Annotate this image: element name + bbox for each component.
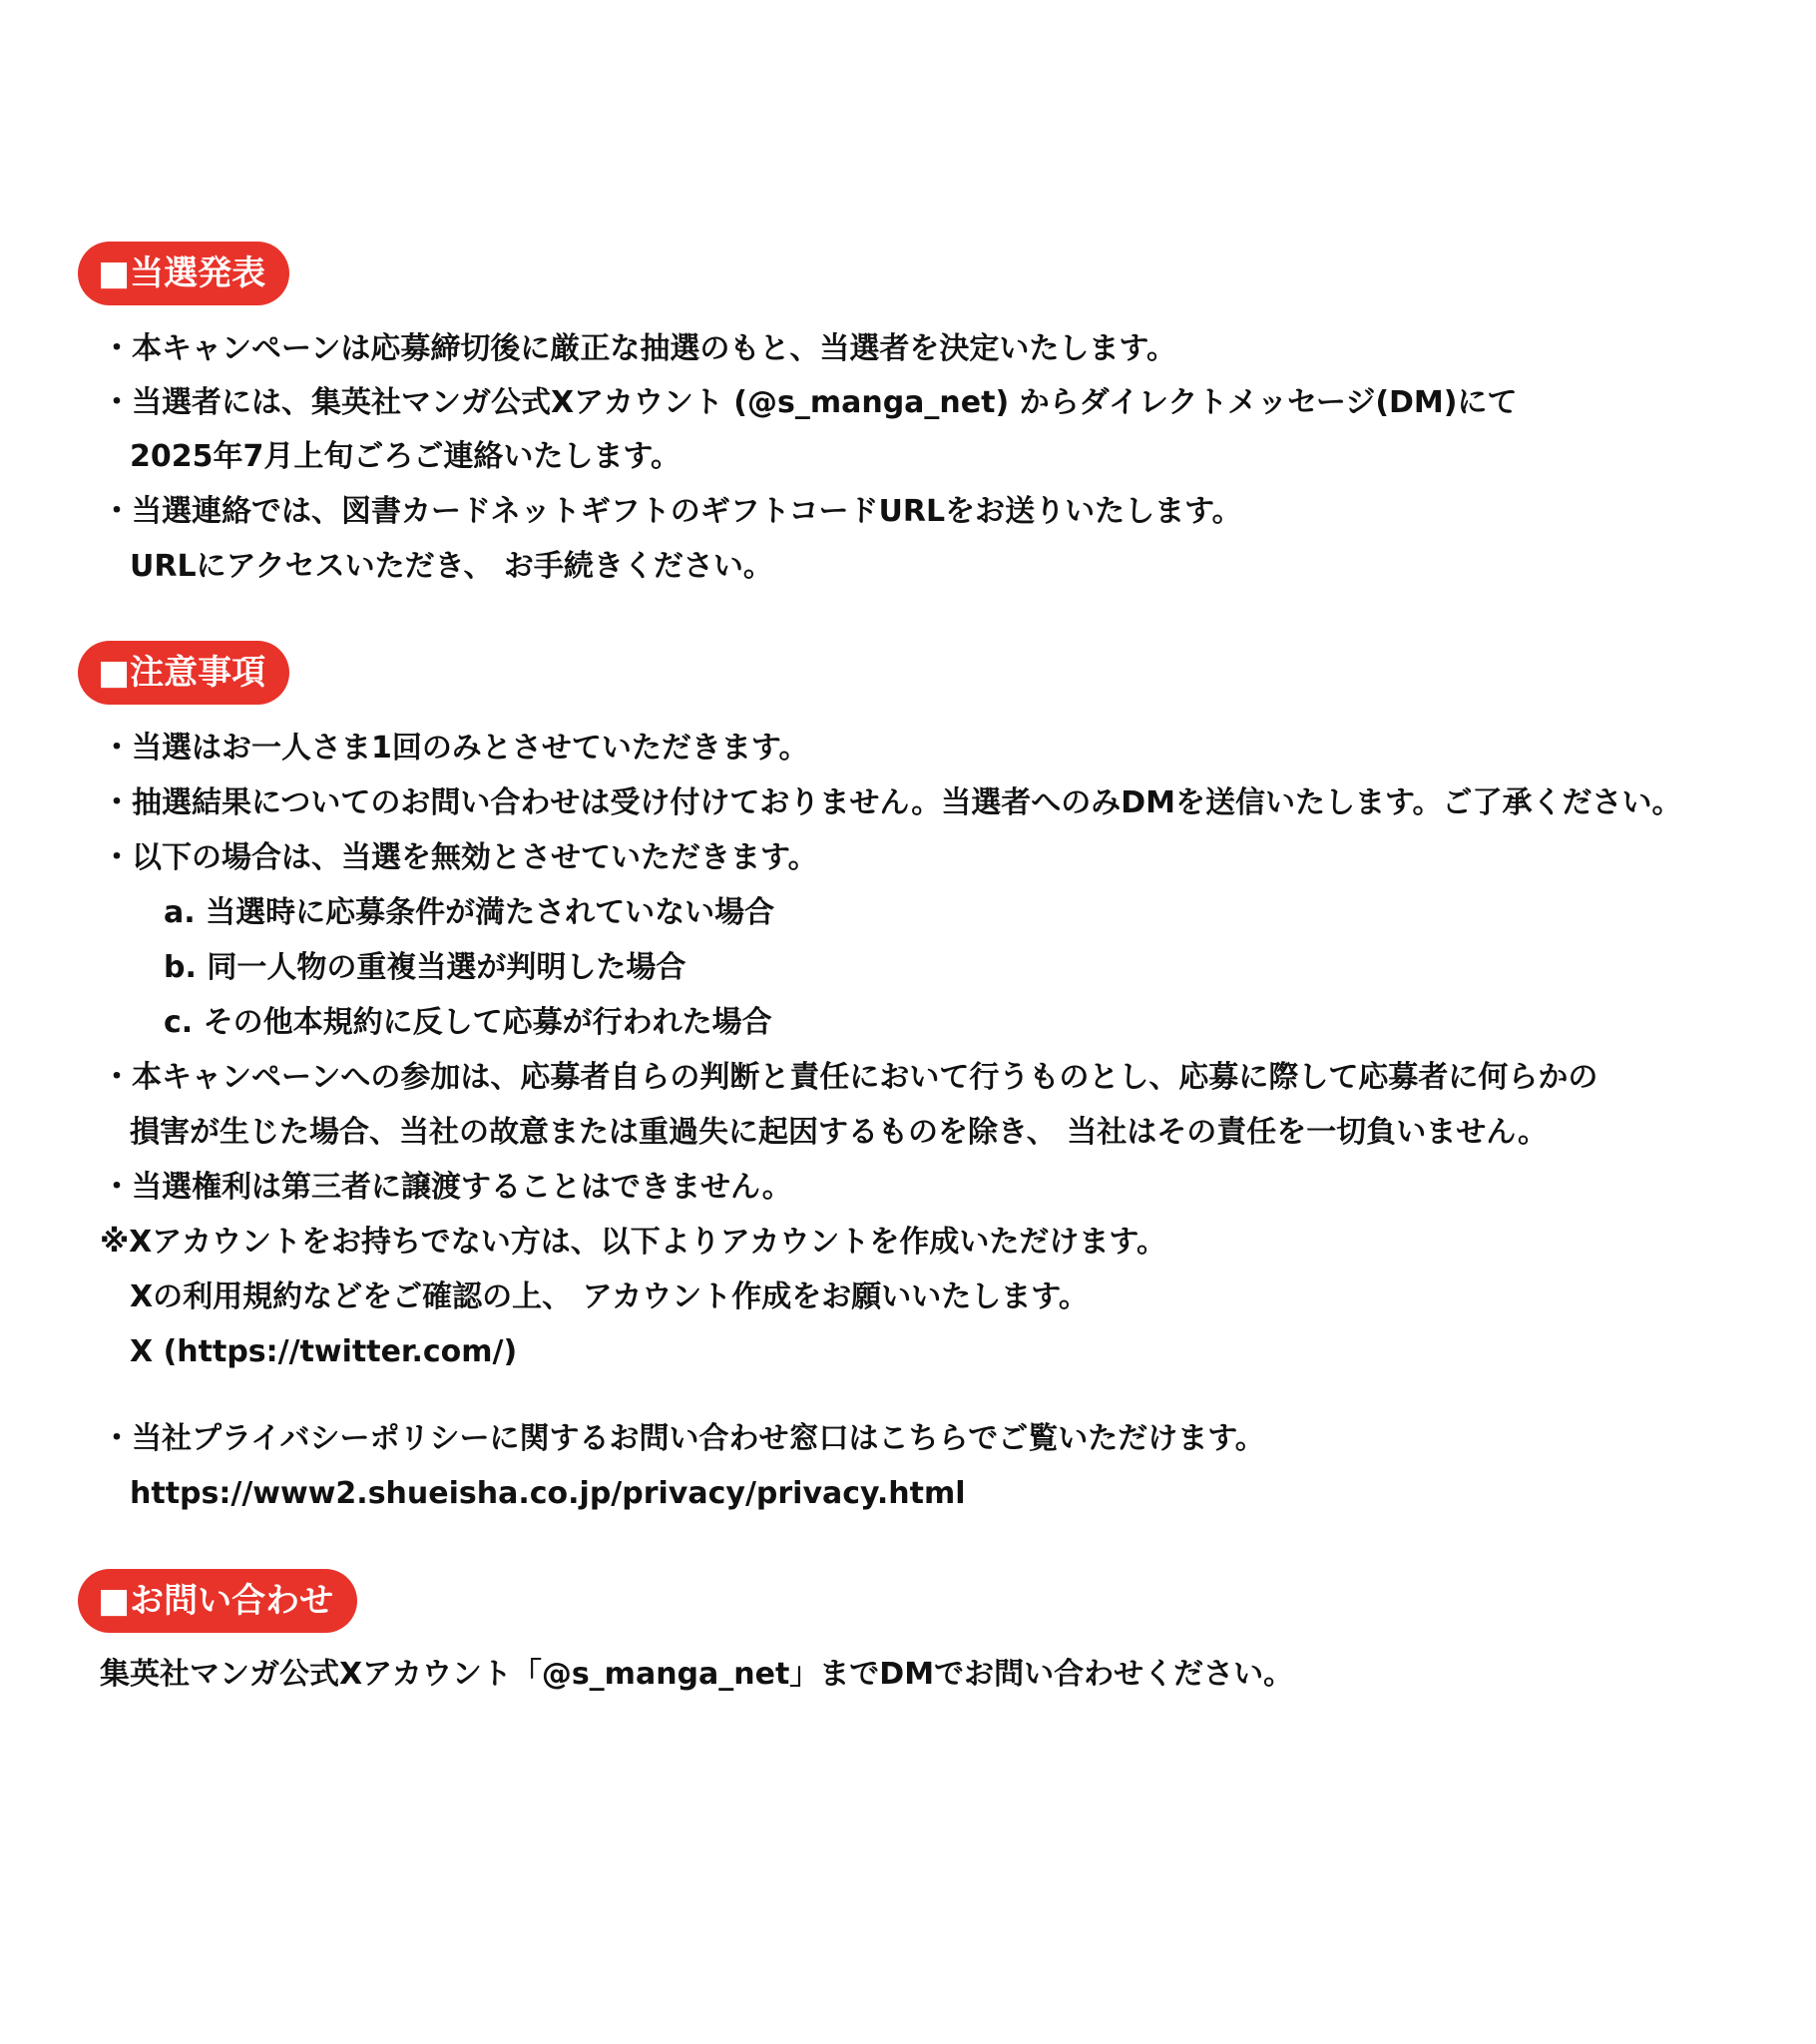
announcement-line-2: ・当選者には、集英社マンガ公式Xアカウント (@s_manga_net) からダイレクトメッセージ(DM)にて	[102, 385, 1518, 420]
privacy-policy-link[interactable]: https://www2.shueisha.co.jp/privacy/privacy.html	[130, 1476, 966, 1511]
notes-sub-b: b. 同一人物の重複当選が判明した場合	[164, 950, 686, 985]
notes-privacy-line: ・当社プライバシーポリシーに関するお問い合わせ窓口はこちらでご覧いただけます。	[102, 1421, 1265, 1456]
announcement-line-3: 2025年7月上旬ごろご連絡いたします。	[130, 439, 681, 474]
announcement-line-4: ・当選連絡では、図書カードネットギフトのギフトコードURLをお送りいたします。	[102, 494, 1242, 529]
notes-line-5: 損害が生じた場合、当社の故意または重過失に起因するものを除き、 当社はその責任を一切負いません。	[130, 1115, 1549, 1150]
contact-line: 集英社マンガ公式Xアカウント「@s_manga_net」までDMでお問い合わせください。	[100, 1657, 1294, 1692]
x-twitter-link[interactable]: X (https://twitter.com/)	[130, 1334, 518, 1369]
section-header-notes: ■注意事項	[78, 641, 289, 705]
notes-line-6: ・当選権利は第三者に譲渡することはできません。	[102, 1170, 792, 1205]
notes-line-3: ・以下の場合は、当選を無効とさせていただきます。	[102, 840, 818, 875]
notes-line-2: ・抽選結果についてのお問い合わせは受け付けておりません。当選者へのみDMを送信いたします。ご了承ください。	[102, 785, 1682, 820]
notes-line-1: ・当選はお一人さま1回のみとさせていただきます。	[102, 731, 809, 766]
notes-x-terms: Xの利用規約などをご確認の上、 アカウント作成をお願いいたします。	[130, 1279, 1089, 1314]
announcement-line-5: URLにアクセスいただき、 お手続きください。	[130, 549, 773, 584]
notes-sub-a: a. 当選時に応募条件が満たされていない場合	[164, 895, 775, 930]
announcement-line-1: ・本キャンペーンは応募締切後に厳正な抽選のもと、当選者を決定いたします。	[102, 331, 1176, 366]
notes-sub-c: c. その他本規約に反して応募が行われた場合	[164, 1005, 772, 1040]
notes-x-account-note: ※Xアカウントをお持ちでない方は、以下よりアカウントを作成いただけます。	[100, 1225, 1166, 1260]
section-header-contact: ■お問い合わせ	[78, 1569, 357, 1633]
notes-line-4: ・本キャンペーンへの参加は、応募者自らの判断と責任において行うものとし、応募に際して応募者に何らかの	[102, 1060, 1598, 1095]
section-header-announcement: ■当選発表	[78, 242, 289, 305]
